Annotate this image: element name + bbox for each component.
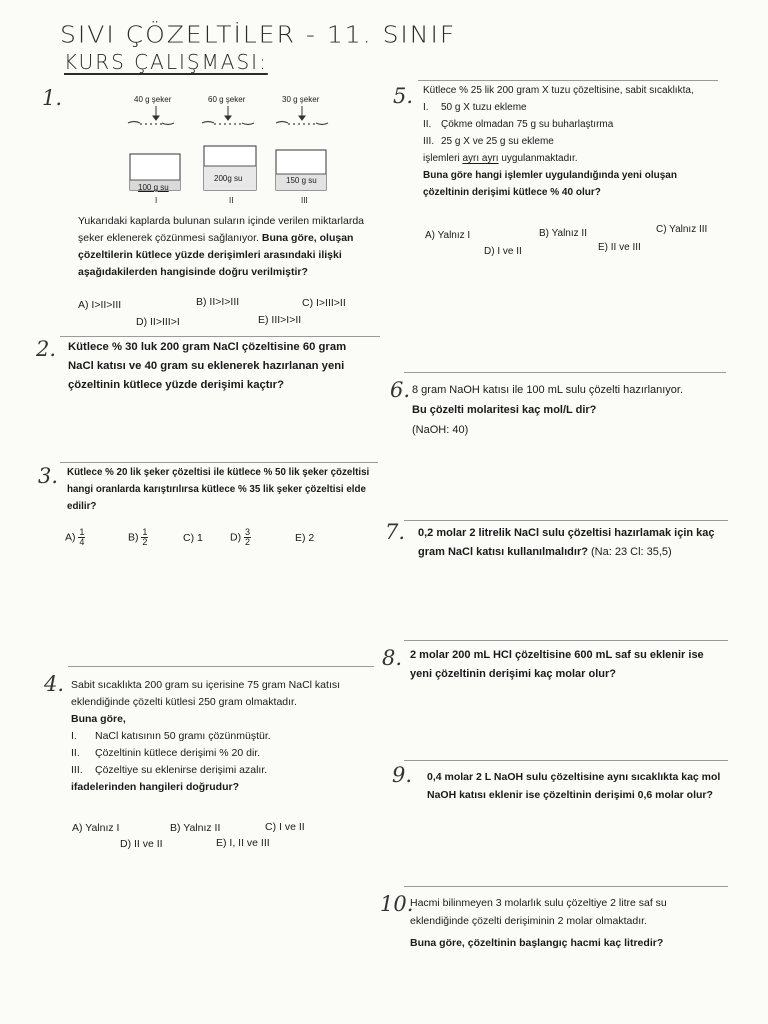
divider [404,372,726,373]
beaker-roman-2: II [229,196,234,205]
q5-item-3 [423,133,723,150]
question-6-prompt: Bu çözelti molaritesi kaç mol/L dir? [412,404,597,416]
sugar-label-2: 60 g şeker [208,95,246,104]
q4-option-c[interactable]: C) I ve II [265,821,305,833]
question-1-stem: Yukarıdaki kaplarda bulunan suların içinde verilen miktarlarda şeker eklenerek çözünmesi sağlanıyor. [78,215,364,244]
question-6-text [412,380,732,440]
divider [404,520,728,521]
q3-option-a[interactable] [65,528,85,547]
beaker-roman-3: III [301,196,308,205]
q4-option-d[interactable]: D) II ve II [120,838,163,850]
q1-option-e[interactable]: E) III>I>II [258,314,302,326]
question-number-6: 6. [390,378,411,402]
sugar-label-3: 30 g şeker [282,95,320,104]
item-number: II. [71,747,80,759]
fraction-denominator: 4 [79,537,85,547]
question-7-text [418,524,726,562]
question-1-text [78,213,380,281]
q1-option-c[interactable]: C) I>III>II [302,297,346,309]
q4-item-3 [71,762,377,779]
q3-option-b[interactable] [128,528,148,547]
beaker-label-1: 100 g su [138,183,169,192]
q3-option-d[interactable] [230,528,251,547]
q5-option-d[interactable]: D) I ve II [484,246,522,257]
question-number-5: 5. [393,84,414,108]
divider [404,760,728,761]
q5-item-1 [423,99,723,116]
question-number-2: 2. [36,337,57,361]
fraction-denominator: 2 [245,537,251,547]
page-subtitle: KURS ÇALIŞMASI: [64,50,268,74]
q4-option-a[interactable]: A) Yalnız I [72,822,120,834]
question-6-note: (NaOH: 40) [412,424,469,436]
divider [418,80,718,81]
question-4-stem: Sabit sıcaklıkta 200 gram su içerisine 75 gram NaCl katısı eklendiğinde çözelti kütlesi 250 gram olmaktadır. [71,679,341,708]
question-5-prompt: Buna göre hangi işlemler uygulandığında yeni oluşan çözeltinin derişimi kütlece % 40 olur? [423,170,677,198]
item-number: III. [71,764,83,776]
divider [60,336,380,337]
question-1-prompt: Buna göre, oluşan çözeltilerin kütlece yüzde derişimleri arasındaki ilişki aşağıdakilerden hangisinde doğru verilmiştir? [78,232,354,278]
question-number-1: 1. [42,86,63,110]
question-3-text: Kütlece % 20 lik şeker çözeltisi ile kütlece % 50 lik şeker çözeltisi hangi oranlarda karıştırılırsa kütlece % 35 lik şeker çözeltisi elde edilir? [67,467,370,512]
item-text: Çözeltinin kütlece derişimi % 20 dir. [95,747,261,759]
question-9-text: 0,4 molar 2 L NaOH sulu çözeltisine aynı sıcaklıkta kaç mol NaOH katısı eklenir ise çözeltinin derişimi 0,6 molar olur? [427,771,721,801]
item-text: 50 g X tuzu ekleme [441,102,527,113]
page-title: SIVI ÇÖZELTİLER - 11. SINIF [60,21,457,48]
q4-option-b[interactable]: B) Yalnız II [170,822,221,834]
question-number-8: 8. [382,646,403,670]
question-5-note [423,150,723,167]
question-number-10: 10. [380,892,414,916]
question-number-4: 4. [44,672,65,696]
q4-item-2 [71,745,377,762]
question-2-text: Kütlece % 30 luk 200 gram NaCl çözeltisine 60 gram NaCl katısı ve 40 gram su eklenerek hazırlanan yeni çözeltinin kütlece yüzde derişimi kaçtır? [68,341,347,391]
q5-option-c[interactable]: C) Yalnız III [656,224,708,235]
question-8-text: 2 molar 200 mL HCl çözeltisine 600 mL saf su eklenir ise yeni çözeltinin derişimi kaç molar olur? [410,649,704,680]
item-number: I. [423,102,429,113]
question-5-text [423,82,723,201]
question-4-text [71,677,377,796]
item-text: 25 g X ve 25 g su ekleme [441,136,554,147]
divider [404,640,728,641]
question-4-lead: Buna göre, [71,713,126,725]
question-6-stem: 8 gram NaOH katısı ile 100 mL sulu çözelti hazırlanıyor. [412,384,684,396]
item-number: III. [423,136,435,147]
sugar-label-1: 40 g şeker [134,95,172,104]
q3-option-b-label: B) [128,531,139,544]
question-number-7: 7. [385,520,406,544]
note-underlined: ayrı ayrı [462,153,499,164]
item-text: Çökme olmadan 75 g su buharlaştırma [441,119,614,130]
question-10-prompt: Buna göre, çözeltinin başlangıç hacmi kaç litredir? [410,937,664,949]
beaker-label-3: 150 g su [286,176,317,185]
fraction-numerator: 1 [79,527,85,537]
item-number: II. [423,119,432,130]
q5-option-b[interactable]: B) Yalnız II [539,228,587,239]
divider [68,666,374,667]
note-text: uygulanmaktadır. [498,153,578,164]
question-10-text [410,894,728,952]
q3-option-e[interactable]: E) 2 [295,532,315,544]
q3-option-c[interactable]: C) 1 [183,532,203,544]
beaker-label-2: 200g su [214,174,243,183]
question-number-3: 3. [38,464,59,488]
question-7-note: (Na: 23 Cl: 35,5) [591,546,672,558]
q4-option-e[interactable]: E) I, II ve III [216,837,270,849]
divider [60,462,378,463]
q5-item-2 [423,116,723,133]
question-5-stem: Kütlece % 25 lik 200 gram X tuzu çözeltisine, sabit sıcaklıkta, [423,85,694,96]
beaker-roman-1: I [155,196,158,205]
question-4-prompt: ifadelerinden hangileri doğrudur? [71,781,240,793]
note-text: işlemleri [423,153,463,164]
fraction-numerator: 1 [142,527,148,537]
q3-option-a-label: A) [65,531,76,544]
item-text: NaCl katısının 50 gramı çözünmüştür. [95,730,271,742]
item-number: I. [71,730,77,742]
fraction-numerator: 3 [245,527,251,537]
fraction-denominator: 2 [142,537,148,547]
question-number-9: 9. [392,763,413,787]
q1-option-b[interactable]: B) II>I>III [196,296,240,308]
q4-item-1 [71,728,377,745]
q3-option-d-label: D) [230,531,242,544]
question-10-stem: Hacmi bilinmeyen 3 molarlık sulu çözeltiye 2 litre saf su eklendiğinde çözelti derişiminin 2 molar olmaktadır. [410,897,667,927]
question-7-stem: 0,2 molar 2 litrelik NaCl sulu çözeltisi hazırlamak için kaç gram NaCl katısı kullanılmalıdır? [418,527,715,558]
item-text: Çözeltiye su eklenirse derişimi azalır. [95,764,268,776]
q5-option-e[interactable]: E) II ve III [598,242,641,253]
q5-option-a[interactable]: A) Yalnız I [425,230,471,241]
q1-option-d[interactable]: D) II>III>I [136,316,180,328]
q1-option-a[interactable]: A) I>II>III [78,299,122,311]
divider [404,886,728,887]
